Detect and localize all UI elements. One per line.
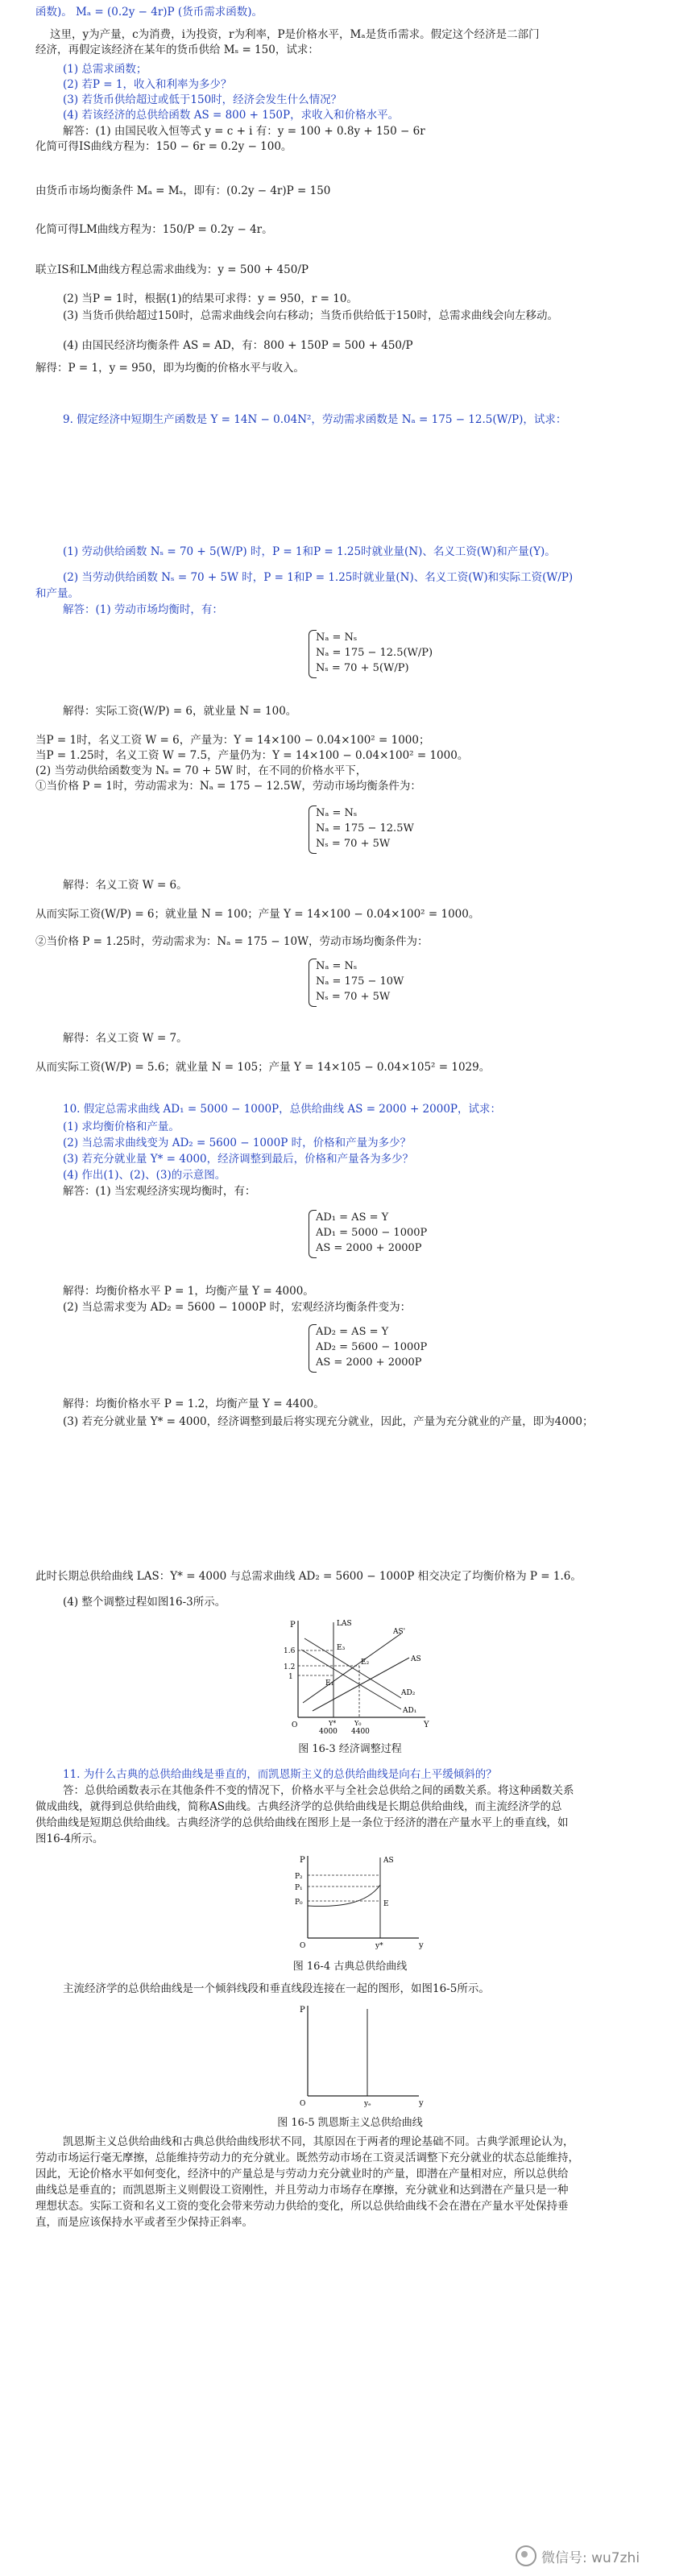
equation-line: Nₛ = 70 + 5W bbox=[316, 838, 391, 850]
text-line: 因此，无论价格水平如何变化，经济中的产量总是与劳动力充分就业时的产量，即潜在产量相对应，所以总供给 bbox=[35, 2168, 569, 2180]
text-line: 答：总供给函数表示在其他条件不变的情况下，价格水平与全社会总供给之间的函数关系。将这种函数关系 bbox=[63, 1784, 574, 1797]
text-line: 当P = 1.25时，名义工资 W = 7.5，产量仍为：Y = 14×100 − 0.04×100² = 1000。 bbox=[35, 749, 469, 762]
text-line: ①当价格 P = 1时，劳动需求为：Nₐ = 175 − 12.5W，劳动市场均衡条件为： bbox=[35, 780, 421, 793]
axis-label-x: y bbox=[419, 1941, 424, 1950]
equation-line: AD₁ = AS = Y bbox=[316, 1211, 389, 1224]
text-line: (3) 若货币供给超过或低于150时，经济会发生什么情况？ bbox=[63, 93, 342, 106]
equation-line: Nₐ = 175 − 10W bbox=[316, 975, 404, 988]
origin-label: O bbox=[300, 1942, 306, 1950]
text-line: (2) 当总需求曲线变为 AD₂ = 5600 − 1000P 时，价格和产量为多少？ bbox=[63, 1137, 412, 1149]
text-line: (3) 若充分就业量 Y* = 4000，经济调整到最后将实现充分就业，因此，产量为充分就业的产量，即为4000； bbox=[63, 1415, 594, 1428]
text-line: 主流经济学的总供给曲线是一个倾斜线段和垂直线段连接在一起的图形，如图16-5所示。 bbox=[63, 1982, 490, 1995]
text-line: 和产量。 bbox=[35, 587, 79, 600]
origin-label: O bbox=[300, 2100, 306, 2108]
text-line: 从而实际工资(W/P) = 6；就业量 N = 100；产量 Y = 14×100 − 0.04×100² = 1000。 bbox=[35, 908, 480, 921]
supply-curve bbox=[308, 1885, 380, 1906]
text-line: (4) 作出(1)、(2)、(3)的示意图。 bbox=[63, 1169, 226, 1182]
tick-label: 1 bbox=[288, 1673, 293, 1681]
text-line: (4) 整个调整过程如图16-3所示。 bbox=[63, 1596, 226, 1609]
equation-line: AD₂ = 5600 − 1000P bbox=[316, 1341, 428, 1353]
equation-line: Nₐ = Nₛ bbox=[316, 807, 358, 819]
axis-label-y: P bbox=[300, 1856, 305, 1865]
curve-label: AD₂ bbox=[401, 1689, 416, 1697]
text-line: 从而实际工资(W/P) = 5.6；就业量 N = 105；产量 Y = 14×105 − 0.04×105² = 1029。 bbox=[35, 1061, 491, 1074]
curve-label: AD₁ bbox=[403, 1707, 417, 1715]
text-line: 解答：(1) 当宏观经济实现均衡时，有： bbox=[63, 1185, 256, 1198]
figure-16-5 bbox=[290, 2001, 427, 2109]
watermark-text: 微信号: wu7zhi bbox=[541, 2549, 640, 2566]
text-line: 9. 假定经济中短期生产函数是 Y = 14N − 0.04N²，劳动需求函数是 Nₐ = 175 − 12.5(W/P)，试求： bbox=[63, 413, 567, 426]
figure-caption: 图 16-5 凯恩斯主义总供给曲线 bbox=[277, 2117, 423, 2129]
text-line: 做成曲线，就得到总供给曲线，简称AS曲线。古典经济学的总供给曲线是长期总供给曲线，而主流经济学的总 bbox=[35, 1800, 562, 1813]
tick-label: P₂ bbox=[295, 1873, 303, 1881]
equation-line: Nₐ = Nₛ bbox=[316, 960, 358, 972]
equation-line: Nₐ = 175 − 12.5W bbox=[316, 822, 414, 835]
tick-label: P₁ bbox=[295, 1884, 303, 1892]
text-line: 供给曲线是短期总供给曲线。古典经济学的总供给曲线在图形上是一条位于经济的潜在产量水平上的垂直线，如 bbox=[35, 1816, 569, 1829]
figure-caption: 图 16-4 古典总供给曲线 bbox=[292, 1961, 408, 1973]
equation-system bbox=[316, 806, 493, 851]
equation-line: AS = 2000 + 2000P bbox=[316, 1242, 422, 1254]
wechat-icon bbox=[516, 2545, 536, 2566]
text-line: (3) 若充分就业量 Y* = 4000，经济调整到最后，价格和产量各为多少？ bbox=[63, 1153, 414, 1166]
curve-label: LAS bbox=[337, 1620, 352, 1628]
curve-label: AS bbox=[383, 1857, 394, 1865]
text-line: 由货币市场均衡条件 Mₐ = Mₛ，即有：(0.2y − 4r)P = 150 bbox=[35, 184, 331, 197]
equation-line: Nₐ = 175 − 12.5(W/P) bbox=[316, 647, 433, 659]
tick-label: 4000 bbox=[319, 1728, 338, 1735]
text-line: 直，而是应该保持水平或者至少保持正斜率。 bbox=[35, 2216, 253, 2229]
origin-label: O bbox=[292, 1721, 298, 1729]
text-line: 劳动市场运行毫无摩擦，总能维持劳动力的充分就业。既然劳动市场在工资灵活调整下充分就业的状态总能维持， bbox=[35, 2151, 579, 2164]
text-line: 解得：均衡价格水平 P = 1.2，均衡产量 Y = 4400。 bbox=[63, 1398, 325, 1410]
text-line: (4) 由国民经济均衡条件 AS = AD，有：800 + 150P = 500 + 450/P bbox=[63, 339, 413, 352]
text-line: 10. 假定总需求曲线 AD₁ = 5000 − 1000P，总供给曲线 AS = 2000 + 2000P，试求： bbox=[63, 1103, 501, 1116]
axis-label-y: P bbox=[300, 2006, 305, 2015]
text-line: 解得：名义工资 W = 7。 bbox=[63, 1032, 188, 1045]
equation-line: Nₛ = 70 + 5(W/P) bbox=[316, 662, 409, 674]
text-line: 化简可得IS曲线方程为：150 − 6r = 0.2y − 100。 bbox=[35, 140, 292, 153]
text-line: (3) 当货币供给超过150时，总需求曲线会向右移动；当货币供给低于150时，总需求曲线会向左移动。 bbox=[63, 309, 558, 322]
text-line: 凯恩斯主义总供给曲线和古典总供给曲线形状不同，其原因在于两者的理论基础不同。古典学派理论认为， bbox=[63, 2135, 574, 2148]
text-line: (1) 总需求函数； bbox=[63, 63, 147, 76]
text-line: 解得：P = 1，y = 950，即为均衡的价格水平与收入。 bbox=[35, 362, 304, 375]
equation-line: AS = 2000 + 2000P bbox=[316, 1356, 422, 1369]
text-line: 理想状态。实际工资和名义工资的变化会带来劳动力供给的变化，所以总供给曲线不会在潜在产量水平处保持垂 bbox=[35, 2200, 569, 2213]
text-line: 解得：名义工资 W = 6。 bbox=[63, 879, 188, 892]
figure-caption: 图 16-3 经济调整过程 bbox=[298, 1743, 402, 1755]
curve-label: AS' bbox=[393, 1628, 406, 1636]
tick-label: Y₀ bbox=[354, 1720, 362, 1727]
text-line: 解得：均衡价格水平 P = 1，均衡产量 Y = 4000。 bbox=[63, 1285, 314, 1298]
tick-label: Y* bbox=[329, 1720, 337, 1727]
curve-label: AS bbox=[411, 1655, 421, 1663]
axis-label-x: y bbox=[419, 2099, 424, 2108]
text-line: (1) 劳动供给函数 Nₛ = 70 + 5(W/P) 时，P = 1和P = 1.25时就业量(N)、名义工资(W)和产量(Y)。 bbox=[63, 545, 556, 558]
text-line: 曲线总是垂直的；而凯恩斯主义则假设工资刚性，并且劳动力市场存在摩擦，充分就业和达到潜在产量只是一种 bbox=[35, 2184, 569, 2197]
as-prime-line bbox=[303, 1634, 401, 1703]
point-label: E₂ bbox=[361, 1659, 370, 1667]
equation-line: Nₐ = Nₛ bbox=[316, 632, 358, 644]
text-line: 解得：实际工资(W/P) = 6，就业量 N = 100。 bbox=[63, 705, 297, 718]
tick-label: P₀ bbox=[295, 1899, 303, 1907]
text-line: 图16-4所示。 bbox=[35, 1833, 104, 1845]
text-line: (2) 若P = 1，收入和利率为多少？ bbox=[63, 78, 232, 91]
point-label: E₁ bbox=[325, 1679, 334, 1688]
figure-16-3 bbox=[280, 1614, 433, 1735]
text-line: 经济，再假定该经济在某年的货币供给 Mₛ = 150，试求： bbox=[35, 43, 319, 56]
equation-system bbox=[316, 630, 493, 676]
text-line: (1) 求均衡价格和产量。 bbox=[63, 1120, 180, 1133]
text-line: (2) 当劳动供给函数变为 Nₛ = 70 + 5W 时，在不同的价格水平下， bbox=[35, 764, 367, 777]
tick-label: 1.6 bbox=[284, 1647, 296, 1655]
ad1-line bbox=[301, 1650, 401, 1709]
axis-label-x: Y bbox=[424, 1721, 429, 1729]
tick-label: 4400 bbox=[351, 1728, 370, 1735]
text-line: (4) 若该经济的总供给函数 AS = 800 + 150P，求收入和价格水平。 bbox=[63, 109, 400, 122]
equation-line: AD₁ = 5000 − 1000P bbox=[316, 1227, 428, 1239]
equation-line: Nₛ = 70 + 5W bbox=[316, 991, 391, 1003]
axis-label-y: P bbox=[290, 1621, 296, 1630]
text-line: 函数)。 Mₐ = (0.2y − 4r)P (货币需求函数)。 bbox=[35, 6, 263, 19]
text-line: ②当价格 P = 1.25时，劳动需求为：Nₐ = 175 − 10W，劳动市场均衡条件为： bbox=[35, 935, 429, 948]
point-label: E₃ bbox=[337, 1644, 346, 1652]
text-line: 解答：(1) 由国民收入恒等式 y = c + i 有：y = 100 + 0.8y + 150 − 6r bbox=[63, 125, 425, 138]
text-line: (2) 当总需求变为 AD₂ = 5600 − 1000P 时，宏观经济均衡条件变为： bbox=[63, 1301, 412, 1314]
text-line: (2) 当P = 1时，根据(1)的结果可求得：y = 950，r = 10。 bbox=[63, 292, 358, 305]
equation-system bbox=[316, 1210, 493, 1256]
text-line: 当P = 1时，名义工资 W = 6，产量为：Y = 14×100 − 0.04×100² = 1000； bbox=[35, 734, 430, 747]
text-line: 联立IS和LM曲线方程总需求曲线为：y = 500 + 450/P bbox=[35, 263, 309, 276]
text-line: (2) 当劳动供给函数 Nₛ = 70 + 5W 时，P = 1和P = 1.25时就业量(N)、名义工资(W)和实际工资(W/P) bbox=[63, 571, 574, 584]
text-line: 11. 为什么古典的总供给曲线是垂直的，而凯恩斯主义的总供给曲线是向右上平缓倾斜的？ bbox=[63, 1768, 497, 1781]
tick-label: 1.2 bbox=[284, 1663, 296, 1671]
tick-label: y* bbox=[375, 1942, 383, 1950]
text-line: 化简可得LM曲线方程为：150/P = 0.2y − 4r。 bbox=[35, 223, 273, 236]
watermark bbox=[516, 2545, 640, 2566]
text-line: 解答：(1) 劳动市场均衡时，有： bbox=[63, 603, 223, 616]
equation-line: AD₂ = AS = Y bbox=[316, 1326, 389, 1338]
equation-system bbox=[316, 959, 493, 1004]
tick-label: yₑ bbox=[364, 2100, 371, 2108]
text-line: 这里，y为产量，c为消费，i为投资，r为利率，P是价格水平，Mₐ是货币需求。假定这个经济是二部门 bbox=[50, 28, 540, 41]
point-label: E bbox=[383, 1900, 389, 1908]
equation-system bbox=[316, 1324, 493, 1370]
figure-16-4 bbox=[290, 1851, 427, 1951]
text-line: 此时长期总供给曲线 LAS：Y* = 4000 与总需求曲线 AD₂ = 5600 − 1000P 相交决定了均衡价格为 P = 1.6。 bbox=[35, 1570, 582, 1583]
